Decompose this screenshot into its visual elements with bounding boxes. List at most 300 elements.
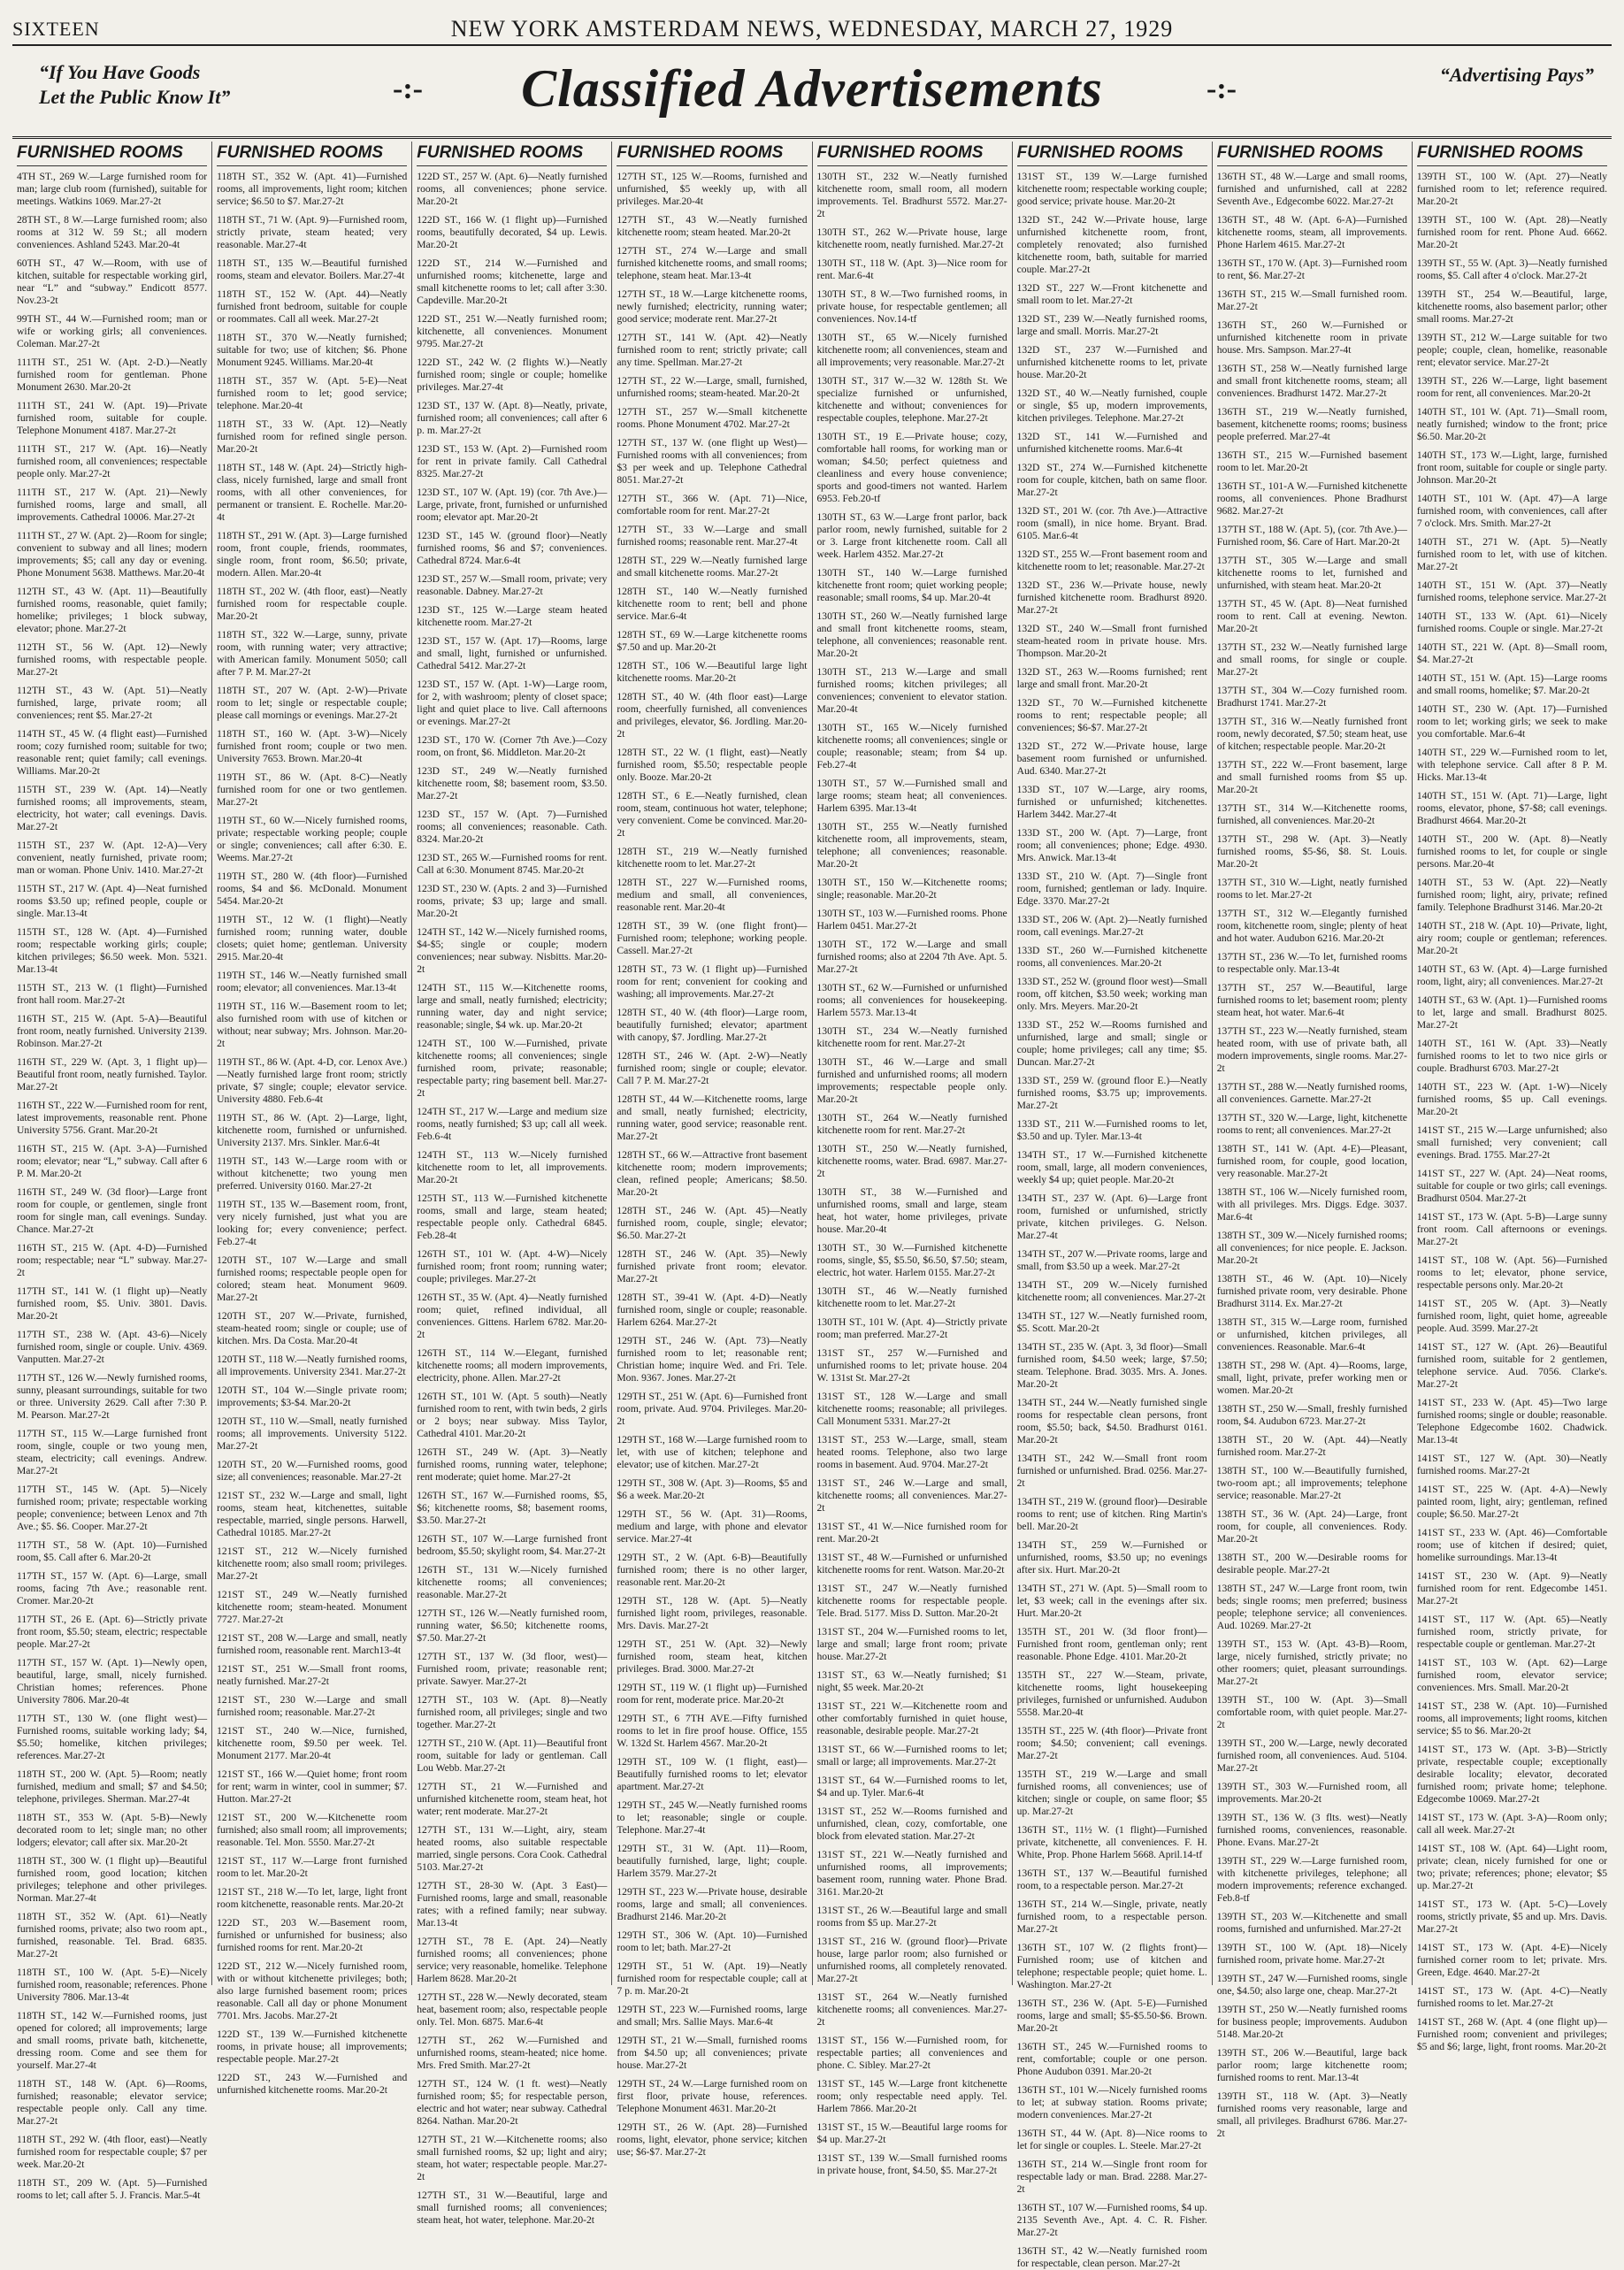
classified-ad: 136TH ST., 101-A W.—Furnished kitchenette rooms, all conveniences. Phone Bradhurst 9682. Mar.27-2t [1216,480,1407,517]
classified-ad: 138TH ST., 20 W. (Apt. 44)—Neatly furnished room. Mar.27-2t [1216,1434,1407,1458]
classified-ad: 118TH ST., 300 W. (1 flight up)—Beautiful furnished room, good location; kitchen privileges; telephone and other privileges. Norman. Mar.27-4t [17,1855,208,1904]
classified-ad: 127TH ST., 257 W.—Small kitchenette rooms. Phone Monument 4702. Mar.27-2t [617,406,808,430]
classified-ad: 115TH ST., 128 W. (Apt. 4)—Furnished room; respectable working girls; couple; kitchen privileges; $6.50 week. Mon. 5321. Mar.13-4t [17,926,208,975]
classified-ad: 130TH ST., 65 W.—Nicely furnished kitchenette room; all conveniences, steam and all improvements; very reasonable. Mar.27-2t [816,332,1007,368]
classified-ad: 137TH ST., 320 W.—Large, light, kitchenette rooms to rent; all conveniences. Mar.27-2t [1216,1112,1407,1136]
classified-ad: 134TH ST., 219 W. (ground floor)—Desirable rooms to rent; use of kitchen. Ring Martin's bell. Mar.20-2t [1016,1496,1207,1532]
column-heading: FURNISHED ROOMS [817,142,1007,166]
classified-ad: 128TH ST., 44 W.—Kitchenette rooms, large and small, neatly furnished; electricity, running water, good service; reasonable rent. Mar.27-2t [617,1093,808,1142]
ad-column [1212,142,1412,2139]
classified-ad: 139TH ST., 303 W.—Furnished room, all improvements. Mar.20-2t [1216,1781,1407,1805]
classified-ad: 129TH ST., 223 W.—Private house, desirable rooms, large and small; all conveniences. Bradhurst 2146. Mar.20-2t [617,1886,808,1922]
classified-ad: 136TH ST., 214 W.—Single, private, neatly furnished room, to a respectable person. Mar.27-2t [1016,1898,1207,1935]
classified-ad: 131ST ST., 63 W.—Neatly furnished; $1 night, $5 week. Mar.20-2t [816,1669,1007,1693]
classified-ad: 139TH ST., 212 W.—Large suitable for two people; couple, clean, homelike, reasonable rent; elevator service. Mar.27-2t [1416,332,1607,368]
classified-ad: 128TH ST., 219 W.—Neatly furnished kitchenette room to let. Mar.27-2t [617,846,808,870]
classified-ad: 118TH ST., 353 W. (Apt. 5-B)—Newly decorated room to let; single man; no other lodgers; elevator; call after six. Mar.20-2t [17,1812,208,1848]
classified-ad: 131ST ST., 15 W.—Beautiful large rooms for $4 up. Mar.27-2t [816,2121,1007,2145]
classified-ad: 117TH ST., 141 W. (1 flight up)—Neatly furnished room, $5. Univ. 3801. Davis. Mar.20-2t [17,1285,208,1322]
classified-ad: 131ST ST., 253 W.—Large, small, steam heated rooms. Telephone, also two large rooms in basement. Aud. 9704. Mar.27-2t [816,1434,1007,1470]
classified-ad: 120TH ST., 20 W.—Furnished rooms, good size; all conveniences; reasonable. Mar.27-2t [217,1459,408,1483]
ad-column [12,142,211,2201]
classified-ad: 139TH ST., 254 W.—Beautiful, large, kitchenette rooms, also basement parlor; other small rooms. Mar.27-2t [1416,288,1607,325]
classified-ad: 122D ST., 203 W.—Basement room, furnished or unfurnished for business; also furnished rooms for rent. Mar.20-2t [217,1917,408,1953]
classified-ad: 132D ST., 141 W.—Furnished and unfurnished kitchenette rooms. Mar.6-4t [1016,431,1207,455]
classified-ad: 122D ST., 212 W.—Nicely furnished room, with or without kitchenette privileges; both; also large furnished basement room; prices reasonable. Call all day or phone Monument 7701. Mrs. Jacobs. Mar.27-2t [217,1960,408,2021]
classified-ad: 129TH ST., 21 W.—Small, furnished rooms from $4.50 up; all conveniences; private house. Mar.27-2t [617,2035,808,2071]
classified-ad: 127TH ST., 28-30 W. (Apt. 3 East)—Furnished rooms, large and small, reasonable rates; with a refined family; near subway. Mar.13-4t [417,1880,608,1929]
classified-ad: 118TH ST., 291 W. (Apt. 3)—Large furnished room, front couple, friends, roommates, single room, front room, $6.50; private, modern. Allen. Mar.20-4t [217,530,408,579]
classified-ad: 138TH ST., 100 W.—Beautifully furnished, two-room apt.; all improvements; telephone service; reasonable. Mar.27-2t [1216,1465,1407,1501]
classified-ad: 123D ST., 157 W. (Apt. 17)—Rooms, large and small, light, furnished or unfurnished. Cathedral 5412. Mar.27-2t [417,635,608,671]
classified-ad: 141ST ST., 173 W. (Apt. 5-C)—Lovely rooms, strictly private, $5 and up. Mrs. Davis. Mar.27-2t [1416,1898,1607,1935]
section-title: Classified Advertisements [521,59,1103,118]
classified-ad: 136TH ST., 214 W.—Single front room for respectable lady or man. Brad. 2288. Mar.27-2t [1016,2159,1207,2195]
classified-ad: 118TH ST., 152 W. (Apt. 44)—Neatly furnished front bedroom, suitable for couple or roommates. Call all week. Mar.27-2t [217,288,408,325]
classified-ad: 116TH ST., 222 W.—Furnished room for rent, latest improvements, reasonable rent. Phone University 5756. Grant. Mar.20-2t [17,1100,208,1136]
classified-ad: 136TH ST., 48 W. (Apt. 6-A)—Furnished kitchenette rooms, steam, all improvements. Phone Harlem 4615. Mar.27-2t [1216,214,1407,250]
classified-ad: 133D ST., 260 W.—Furnished kitchenette rooms, all conveniences. Mar.20-2t [1016,945,1207,969]
classified-ad: 132D ST., 263 W.—Rooms furnished; rent large and small front. Mar.20-2t [1016,666,1207,690]
classified-ad: 132D ST., 201 W. (cor. 7th Ave.)—Attractive room (small), in nice home. Bryant. Brad. 6105. Mar.6-4t [1016,505,1207,541]
classified-ad: 140TH ST., 101 W. (Apt. 47)—A large furnished room, with conveniences, call after 7 o'clock. Mrs. Smith. Mar.27-2t [1416,493,1607,529]
classified-ad: 141ST ST., 108 W. (Apt. 64)—Light room, private; clean, nicely furnished for one or two; private; references; phone; elevator; $5 up. Mar.27-2t [1416,1843,1607,1891]
classified-ad: 141ST ST., 233 W. (Apt. 46)—Comfortable room; use of kitchen if desired; quiet, homelike surroundings. Mar.13-4t [1416,1527,1607,1563]
ad-column [411,142,611,2226]
classified-ad: 122D ST., 166 W. (1 flight up)—Furnished rooms, beautifully decorated, $4 up. Lewis. Mar.20-2t [417,214,608,250]
classified-ad: 120TH ST., 207 W.—Private, furnished, steam-heated room; single or couple; use of kitchen. Mrs. Da Costa. Mar.20-4t [217,1310,408,1346]
classified-ad: 118TH ST., 148 W. (Apt. 6)—Rooms, furnished; reasonable; elevator service; respectable people only. Call any time. Mar.27-2t [17,2078,208,2127]
classified-ad: 122D ST., 243 W.—Furnished and unfurnished kitchenette rooms. Mar.20-2t [217,2072,408,2096]
classified-ad: 119TH ST., 146 W.—Neatly furnished small room; elevator; all conveniences. Mar.13-4t [217,970,408,993]
classified-ad: 139TH ST., 55 W. (Apt. 3)—Neatly furnished rooms, $5. Call after 4 o'clock. Mar.27-2t [1416,257,1607,281]
classified-ad: 131ST ST., 247 W.—Neatly furnished kitchenette rooms for respectable people. Tele. Brad. 5177. Miss D. Sutton. Mar.20-2t [816,1583,1007,1619]
classified-ad: 137TH ST., 312 W.—Elegantly furnished room, kitchenette room, single; plenty of heat and hot water. Audubon 6216. Mar.20-2t [1216,908,1407,944]
classified-ad: 140TH ST., 221 W. (Apt. 8)—Small room, $4. Mar.27-2t [1416,641,1607,665]
classified-ad: 123D ST., 137 W. (Apt. 8)—Neatly, private, furnished room; all conveniences; call after 6 p. m. Mar.27-2t [417,400,608,436]
classified-ad: 132D ST., 227 W.—Front kitchenette and small room to let. Mar.27-2t [1016,282,1207,306]
classified-ad: 132D ST., 239 W.—Neatly furnished rooms, large and small. Morris. Mar.27-2t [1016,313,1207,337]
classified-ad: 137TH ST., 304 W.—Cozy furnished room. Bradhurst 1741. Mar.27-2t [1216,685,1407,709]
classified-ad: 131ST ST., 145 W.—Large front kitchenette room; only respectable need apply. Tel. Harlem 7866. Mar.20-2t [816,2078,1007,2114]
ad-column [611,142,811,2158]
ad-column [1412,142,1612,2052]
classified-ad: 129TH ST., 2 W. (Apt. 6-B)—Beautifully furnished room; there is no other larger, reasonable rent. Mar.20-2t [617,1552,808,1588]
classified-ad: 134TH ST., 271 W. (Apt. 5)—Small room to let, $3 week; call in the evenings after six. Hurt. Mar.20-2t [1016,1583,1207,1619]
classified-ad: 136TH ST., 42 W.—Neatly furnished room for respectable, clean person. Mar.27-2t [1016,2245,1207,2269]
classified-ad: 132D ST., 237 W.—Furnished and unfurnished kitchenette rooms to let, private house. Mar.20-2t [1016,344,1207,380]
classified-ad: 134TH ST., 237 W. (Apt. 6)—Large front room, furnished or unfurnished, strictly private, kitchen privileges. G. Nelson. Mar.27-4t [1016,1193,1207,1241]
ornament-right: -:- [1207,73,1237,105]
classified-ad: 119TH ST., 280 W. (4th floor)—Furnished rooms, $4 and $6. McDonald. Monument 5454. Mar.20-2t [217,870,408,907]
classified-ad: 137TH ST., 236 W.—To let, furnished rooms to respectable only. Mar.13-4t [1216,951,1407,975]
classified-ad: 124TH ST., 113 W.—Nicely furnished kitchenette room to let, all improvements. Mar.20-2t [417,1149,608,1185]
classified-ad: 118TH ST., 202 W. (4th floor, east)—Neatly furnished room for respectable couple. Mar.20-2t [217,586,408,622]
classified-ad: 117TH ST., 238 W. (Apt. 43-6)—Nicely furnished room, single or couple. Univ. 4369. Vanputten. Mar.27-2t [17,1329,208,1365]
classified-ad: 135TH ST., 201 W. (3d floor front)—Furnished front room, gentleman only; rent reasonable. Phone Edge. 4101. Mar.20-2t [1016,1626,1207,1662]
classified-ad: 123D ST., 170 W. (Corner 7th Ave.)—Cozy room, on front, $6. Middleton. Mar.20-2t [417,734,608,758]
classified-ad: 134TH ST., 209 W.—Nicely furnished kitchenette room; all conveniences. Mar.27-2t [1016,1279,1207,1303]
classified-ad: 134TH ST., 244 W.—Neatly furnished single rooms for respectable clean persons, front room, $5.50; back, $4.50. Bradhurst 0161. Mar.20-2t [1016,1397,1207,1446]
classified-ad: 134TH ST., 259 W.—Furnished or unfurnished, rooms, $3.50 up; no evenings after six. Hurt. Mar.20-2t [1016,1539,1207,1576]
classified-ad: 136TH ST., 44 W. (Apt. 8)—Nice rooms to let for single or couples. L. Steele. Mar.27-2t [1016,2128,1207,2151]
classified-ad: 133D ST., 200 W. (Apt. 7)—Large, front room; all conveniences; phone; Edge. 4930. Mrs. Anwick. Mar.13-4t [1016,827,1207,863]
classified-ad: 123D ST., 157 W. (Apt. 7)—Furnished rooms; all conveniences; reasonable. Cath. 8324. Mar.20-2t [417,809,608,845]
classified-ad: 116TH ST., 215 W. (Apt. 4-D)—Furnished room; respectable; near “L” subway. Mar.27-2t [17,1242,208,1278]
classified-ad: 140TH ST., 151 W. (Apt. 71)—Large, light rooms, elevator, phone, $7-$8; call evenings. Bradhurst 4664. Mar.20-2t [1416,790,1607,826]
ad-columns [12,142,1612,2269]
classified-ad: 137TH ST., 45 W. (Apt. 8)—Neat furnished room to rent. Call at evening. Newton. Mar.20-2t [1216,598,1407,634]
classified-ad: 130TH ST., 250 W.—Neatly furnished, kitchenette rooms, water. Brad. 6987. Mar.27-2t [816,1143,1007,1179]
classified-ad: 128TH ST., 6 E.—Neatly furnished, clean room, steam, continuous hot water, telephone; very convenient. Come be convinced. Mar.20-2t [617,790,808,839]
classified-ad: 136TH ST., 215 W.—Small furnished room. Mar.27-2t [1216,288,1407,312]
classified-ad: 117TH ST., 26 E. (Apt. 6)—Strictly private front room, $5.50; steam, electric; respectable people. Mar.27-2t [17,1614,208,1650]
classified-ad: 129TH ST., 246 W. (Apt. 73)—Neatly furnished room to let; reasonable rent; Christian home; inquire Wed. and Fri. Tele. Mon. 9367. Jones. Mar.27-2t [617,1335,808,1384]
classified-ad: 132D ST., 236 W.—Private house, newly furnished kitchenette room. Bradhurst 8920. Mar.27-2t [1016,579,1207,616]
classified-ad: 60TH ST., 47 W.—Room, with use of kitchen, suitable for respectable working girl, near “L” and “subway.” Endicott 8577. Nov.23-2t [17,257,208,306]
classified-ad: 130TH ST., 38 W.—Furnished and unfurnished rooms, small and large, steam heat, hot water, home privileges, private house. Mar.20-4t [816,1186,1007,1235]
classified-ad: 121ST ST., 251 W.—Small front rooms, neatly furnished. Mar.27-2t [217,1663,408,1687]
classified-ad: 138TH ST., 46 W. (Apt. 10)—Nicely furnished private room, very desirable. Phone Bradhurst 3114. Ex. Mar.27-2t [1216,1273,1407,1309]
classified-ad: 139TH ST., 118 W. (Apt. 3)—Neatly furnished rooms very reasonable, large and small, all privileges. Bradhurst 6786. Mar.27-2t [1216,2090,1407,2139]
classified-ad: 123D ST., 125 W.—Large steam heated kitchenette room. Mar.27-2t [417,604,608,628]
classified-ad: 117TH ST., 157 W. (Apt. 1)—Newly open, beautiful, large, small, nicely furnished. Christian homes; references. Phone University 7806. Mar.20-4t [17,1657,208,1706]
classified-ad: 127TH ST., 228 W.—Newly decorated, steam heat, basement room; also, respectable people only. Tel. Mon. 6875. Mar.6-4t [417,1991,608,2028]
classified-ad: 128TH ST., 229 W.—Neatly furnished large and small kitchenette rooms. Mar.27-2t [617,555,808,579]
classified-ad: 134TH ST., 242 W.—Small front room furnished or unfurnished. Brad. 0256. Mar.27-2t [1016,1453,1207,1489]
classified-ad: 111TH ST., 217 W. (Apt. 16)—Neatly furnished room, all conveniences; respectable people only. Mar.27-2t [17,443,208,479]
classified-ad: 111TH ST., 251 W. (Apt. 2-D.)—Neatly furnished room for gentleman. Phone Monument 2630. Mar.20-2t [17,357,208,393]
classified-ad: 129TH ST., 26 W. (Apt. 28)—Furnished rooms, light, elevator, phone service; kitchen use; $6-$7. Mar.27-2t [617,2121,808,2158]
classified-ad: 127TH ST., 366 W. (Apt. 71)—Nice, comfortable room for rent. Mar.27-2t [617,493,808,517]
classified-ad: 131ST ST., 221 W.—Kitchenette room and other comfortably furnished in quiet house, reasonable, desirable people. Mar.27-2t [816,1700,1007,1737]
classified-ad: 132D ST., 274 W.—Furnished kitchenette room for couple, kitchen, bath on same floor. Mar.27-2t [1016,462,1207,498]
classified-ad: 120TH ST., 104 W.—Single private room; improvements; $3-$4. Mar.20-2t [217,1384,408,1408]
classified-ad: 127TH ST., 103 W. (Apt. 8)—Neatly furnished room, all privileges; single and two together. Mar.27-2t [417,1694,608,1730]
classified-ad: 127TH ST., 22 W.—Large, small, furnished, unfurnished rooms; steam-heated. Mar.20-2t [617,375,808,399]
classified-ad: 129TH ST., 223 W.—Furnished rooms, large and small; Mrs. Sallie Mays. Mar.6-4t [617,2004,808,2028]
classified-ad: 137TH ST., 223 W.—Neatly furnished, steam heated room, with use of private bath, all modern improvements, single rooms. Mar.27-2t [1216,1025,1407,1074]
classified-ad: 121ST ST., 232 W.—Large and small, light rooms, steam heat, kitchenettes, suitable respectable, married, single persons. Harwell, Cathedral 10185. Mar.27-2t [217,1490,408,1538]
classified-ad: 136TH ST., 215 W.—Furnished basement room to let. Mar.20-2t [1216,449,1407,473]
classified-ad: 140TH ST., 151 W. (Apt. 15)—Large rooms and small rooms, homelike; $7. Mar.20-2t [1416,672,1607,696]
classified-ad: 118TH ST., 148 W. (Apt. 24)—Strictly high-class, nicely furnished, large and small front rooms, with all other conveniences, for permanent or transient. E. Rochelle. Mar.20-4t [217,462,408,523]
classified-ad: 99TH ST., 44 W.—Furnished room; man or wife or working girls; all conveniences. Coleman. Mar.27-2t [17,313,208,349]
classified-ad: 118TH ST., 292 W. (4th floor, east)—Neatly furnished room for respectable couple; $7 per week. Mar.20-2t [17,2134,208,2170]
classified-ad: 124TH ST., 100 W.—Furnished, private kitchenette rooms; all conveniences; single furnished room, private; reasonable; respectable party; ring basement bell. Mar.27-2t [417,1038,608,1099]
classified-ad: 141ST ST., 108 W. (Apt. 56)—Furnished rooms to let; elevator, phone service, respectable persons only. Mar.20-2t [1416,1254,1607,1291]
classified-ad: 130TH ST., 255 W.—Neatly furnished kitchenette room, all improvements, steam, telephone; all conveniences; reasonable. Mar.20-2t [816,821,1007,870]
classified-ad: 131ST ST., 26 W.—Beautiful large and small rooms from $5 up. Mar.27-2t [816,1905,1007,1929]
classified-ad: 119TH ST., 60 W.—Nicely furnished rooms, private; respectable working people; couple or single; conveniences; call after 6:30. E. Weems. Mar.27-2t [217,815,408,863]
classified-ad: 123D ST., 257 W.—Small room, private; very reasonable. Dabney. Mar.27-2t [417,573,608,597]
classified-ad: 124TH ST., 142 W.—Nicely furnished rooms, $4-$5; single or couple; modern conveniences; near subway. Nisbitts. Mar.20-2t [417,926,608,975]
classified-ad: 126TH ST., 114 W.—Elegant, furnished kitchenette rooms; all modern improvements, electricity, phone. Allen. Mar.27-2t [417,1347,608,1384]
classified-ad: 121ST ST., 200 W.—Kitchenette room furnished; also small room; all improvements; reasonable. Tel. Mon. 5550. Mar.27-2t [217,1812,408,1848]
classified-ad: 118TH ST., 357 W. (Apt. 5-E)—Neat furnished room to let; good service; telephone. Mar.20-4t [217,375,408,411]
classified-ad: 138TH ST., 200 W.—Desirable rooms for desirable people. Mar.27-2t [1216,1552,1407,1576]
classified-ad: 140TH ST., 230 W. (Apt. 17)—Furnished room to let; working girls; we seek to make you comfortable. Mar.6-4t [1416,703,1607,740]
classified-ad: 136TH ST., 258 W.—Neatly furnished large and small front kitchenette rooms, steam; all conveniences. Bradhurst 1472. Mar.27-2t [1216,363,1407,399]
classified-ad: 130TH ST., 317 W.—32 W. 128th St. We specialize furnished or unfurnished, kitchenette and without; conveniences for respectable couples, telephone. Mar.27-2t [816,375,1007,424]
classified-ad: 140TH ST., 151 W. (Apt. 37)—Neatly furnished rooms, telephone service. Mar.27-2t [1416,579,1607,603]
classified-ad: 132D ST., 242 W.—Private house, large unfurnished kitchenette room, front, completely renovated; also furnished kitchenette room, bath, suitable for married couple. Mar.27-2t [1016,214,1207,275]
classified-ad: 140TH ST., 200 W. (Apt. 8)—Neatly furnished rooms to let, for couple or single persons. Mar.20-4t [1416,833,1607,870]
classified-ad: 132D ST., 240 W.—Small front furnished steam-heated room in private house. Mrs. Thompson. Mar.20-2t [1016,623,1207,659]
classified-ad: 139TH ST., 200 W.—Large, newly decorated furnished room, all conveniences. Aud. 5104. Mar.27-2t [1216,1737,1407,1774]
classified-ad: 129TH ST., 168 W.—Large furnished room to let, with use of kitchen; telephone and elevator; use of kitchen. Mar.27-2t [617,1434,808,1470]
classified-ad: 135TH ST., 219 W.—Large and small furnished rooms, all conveniences; use of kitchen; single or couple, on same floor; $5 up. Mar.27-2t [1016,1768,1207,1817]
classified-ad: 140TH ST., 53 W. (Apt. 22)—Neatly furnished room; light, airy, private; refined family. Telephone Bradhurst 3146. Mar.20-2t [1416,877,1607,913]
classified-ad: 134TH ST., 235 W. (Apt. 3, 3d floor)—Small furnished room, $4.50 week; large, $7.50; steam. Telephone. Brad. 3035. Mrs. A. Jones. Mar.20-2t [1016,1341,1207,1390]
classified-ad: 139TH ST., 100 W. (Apt. 28)—Neatly furnished room for rent. Phone Aud. 6662. Mar.20-2t [1416,214,1607,250]
classified-ad: 130TH ST., 262 W.—Private house, large kitchenette room, neatly furnished. Mar.27-2t [816,226,1007,250]
ad-column [812,142,1012,2176]
classified-ad: 138TH ST., 309 W.—Nicely furnished rooms; all conveniences; for nice people. E. Jackson. Mar.20-2t [1216,1230,1407,1266]
classified-ad: 137TH ST., 257 W.—Beautiful, large furnished rooms to let; basement room; plenty steam heat, hot water. Mar.6-4t [1216,982,1407,1018]
ad-column [1012,142,1212,2269]
classified-ad: 118TH ST., 352 W. (Apt. 61)—Neatly furnished rooms, private; also two room apt., furnished, reasonable. Tel. Brad. 6835. Mar.27-2t [17,1911,208,1959]
classified-ad: 130TH ST., 150 W.—Kitchenette rooms; single; reasonable. Mar.20-2t [816,877,1007,901]
classified-ad: 131ST ST., 66 W.—Furnished rooms to let; small or large; all improvements. Mar.27-2t [816,1744,1007,1768]
classified-ad: 130TH ST., 46 W.—Neatly furnished kitchenette room to let. Mar.27-2t [816,1285,1007,1309]
ad-column [211,142,411,2096]
classified-ad: 128TH ST., 39-41 W. (Apt. 4-D)—Neatly furnished room, single or couple; reasonable. Harlem 6264. Mar.27-2t [617,1292,808,1328]
classified-ad: 133D ST., 206 W. (Apt. 2)—Neatly furnished room, call evenings. Mar.27-2t [1016,914,1207,938]
classified-ad: 115TH ST., 213 W. (1 flight)—Furnished front hall room. Mar.27-2t [17,982,208,1006]
classified-banner [12,51,1612,139]
classified-ad: 122D ST., 242 W. (2 flights W.)—Neatly furnished room; single or couple; homelike privileges. Mar.27-4t [417,357,608,393]
classified-ad: 134TH ST., 207 W.—Private rooms, large and small, from $3.50 up a week. Mar.27-2t [1016,1248,1207,1272]
classified-ad: 130TH ST., 63 W.—Large front parlor, back parlor room, newly furnished, suitable for 2 or 3. Large front kitchenette room. Call all week. Harlem 4352. Mar.27-2t [816,511,1007,560]
classified-ad: 134TH ST., 127 W.—Neatly furnished room, $5. Scott. Mar.20-2t [1016,1310,1207,1334]
classified-ad: 130TH ST., 213 W.—Large and small furnished rooms; kitchen privileges; all conveniences; convenient to elevator station. Mar.20-4t [816,666,1007,715]
classified-ad: 126TH ST., 249 W. (Apt. 3)—Neatly furnished rooms, running water, telephone; rent moderate; quiet home. Mar.27-2t [417,1446,608,1483]
running-head [12,12,1612,46]
classified-ad: 139TH ST., 153 W. (Apt. 43-B)—Room, large, nicely furnished, strictly private; no other roomers; quiet, pleasant surroundings. Mar.27-2t [1216,1638,1407,1687]
classified-ad: 120TH ST., 110 W.—Small, neatly furnished rooms; all improvements. University 5122. Mar.27-2t [217,1415,408,1452]
classified-ad: 130TH ST., 62 W.—Furnished or unfurnished rooms; all conveniences for housekeeping. Harlem 5573. Mar.13-4t [816,982,1007,1018]
classified-ad: 129TH ST., 119 W. (1 flight up)—Furnished room for rent, moderate price. Mar.20-2t [617,1682,808,1706]
classified-ad: 141ST ST., 127 W. (Apt. 26)—Beautiful furnished room, suitable for 2 gentlemen, telephone service. Aud. 7056. Clarke's. Mar.27-2t [1416,1341,1607,1390]
classified-ad: 130TH ST., 8 W.—Two furnished rooms, in private house, for respectable gentlemen; all conveniences. Nov.14-tf [816,288,1007,325]
classified-ad: 137TH ST., 310 W.—Light, neatly furnished rooms to let. Mar.27-2t [1216,877,1407,901]
ornament-left: -:- [393,73,423,105]
classified-ad: 112TH ST., 56 W. (Apt. 12)—Newly furnished rooms, with respectable people. Mar.27-2t [17,641,208,678]
classified-ad: 137TH ST., 188 W. (Apt. 5), (cor. 7th Ave.)—Furnished room, $6. Care of Hart. Mar.20-2t [1216,524,1407,548]
classified-ad: 141ST ST., 173 W. (Apt. 5-B)—Large sunny front room. Call afternoons or evenings. Mar.27-2t [1416,1211,1607,1247]
classified-ad: 139TH ST., 100 W. (Apt. 27)—Neatly furnished room to let; reference required. Mar.20-2t [1416,171,1607,207]
classified-ad: 121ST ST., 249 W.—Neatly furnished kitchenette room; steam-heated. Monument 7727. Mar.27-2t [217,1589,408,1625]
slogan-right: “Advertising Pays” [1439,64,1594,86]
classified-ad: 135TH ST., 227 W.—Steam, private, kitchenette rooms, light housekeeping privileges, furnished or unfurnished. Audubon 5558. Mar.20-4t [1016,1669,1207,1718]
classified-ad: 130TH ST., 103 W.—Furnished rooms. Phone Harlem 0451. Mar.27-2t [816,908,1007,932]
classified-ad: 118TH ST., 370 W.—Neatly furnished; suitable for two; use of kitchen; $6. Phone Monument 9245. Williams. Mar.20-4t [217,332,408,368]
classified-ad: 141ST ST., 215 W.—Large unfurnished; also small furnished; very convenient; call evenings. Brad. 1755. Mar.27-2t [1416,1124,1607,1161]
classified-ad: 138TH ST., 250 W.—Small, freshly furnished room, $4. Audubon 6723. Mar.27-2t [1216,1403,1407,1427]
classified-ad: 133D ST., 210 W. (Apt. 7)—Single front room, furnished; gentleman or lady. Inquire. Edge. 3370. Mar.27-2t [1016,870,1207,907]
classified-ad: 127TH ST., 210 W. (Apt. 11)—Beautiful front room, suitable for lady or gentleman. Call Lou Webb. Mar.27-2t [417,1737,608,1774]
classified-ad: 131ST ST., 221 W.—Neatly furnished and unfurnished rooms, all improvements; basement room, running water. Phone Brad. 3161. Mar.20-2t [816,1849,1007,1898]
classified-ad: 128TH ST., 227 W.—Furnished rooms, medium and small, all conveniences, reasonable rent. Mar.20-4t [617,877,808,913]
classified-ad: 137TH ST., 316 W.—Neatly furnished front room, newly decorated, $7.50; steam heat, use of kitchen; respectable people. Mar.20-2t [1216,716,1407,752]
classified-ad: 131ST ST., 264 W.—Neatly furnished kitchenette rooms; all conveniences. Mar.27-2t [816,1991,1007,2028]
classified-ad: 137TH ST., 298 W. (Apt. 3)—Neatly furnished rooms, $5-$6, $8. St. Louis. Mar.20-2t [1216,833,1407,870]
classified-ad: 121ST ST., 212 W.—Nicely furnished kitchenette room; also small room; privileges. Mar.27-2t [217,1545,408,1582]
classified-ad: 136TH ST., 107 W. (2 flights front)—Furnished room; use of kitchen and telephone; respectable people; quiet home. L. Washington. Mar.27-2t [1016,1942,1207,1990]
classified-ad: 140TH ST., 63 W. (Apt. 1)—Furnished rooms to let, large and small. Bradhurst 8025. Mar.27-2t [1416,994,1607,1031]
classified-ad: 126TH ST., 101 W. (Apt. 5 south)—Neatly furnished room to rent, with twin beds, 2 girls or 2 boys; near subway. Miss Taylor, Cathedral 4101. Mar.20-2t [417,1391,608,1439]
classified-ad: 141ST ST., 238 W. (Apt. 10)—Furnished rooms, all improvements; light rooms, kitchen service; $5 to $6. Mar.20-2t [1416,1700,1607,1737]
classified-ad: 120TH ST., 118 W.—Neatly furnished rooms, all improvements. University 2341. Mar.27-2t [217,1354,408,1377]
classified-ad: 127TH ST., 31 W.—Beautiful, large and small furnished rooms; all conveniences; steam heat, hot water, telephone. Mar.20-2t [417,2189,608,2226]
classified-ad: 127TH ST., 125 W.—Rooms, furnished and unfurnished, $5 weekly up, with all privileges. Mar.20-4t [617,171,808,207]
classified-ad: 117TH ST., 130 W. (one flight west)—Furnished rooms, suitable working lady; $4, $5.50; homelike, kitchen privileges; references. Mar.27-2t [17,1713,208,1761]
classified-ad: 123D ST., 249 W.—Neatly furnished kitchenette room, $8; basement room, $3.50. Mar.27-2t [417,765,608,801]
classified-ad: 121ST ST., 208 W.—Large and small, neatly furnished room, reasonable rent. March13-4t [217,1632,408,1656]
classified-ad: 131ST ST., 64 W.—Furnished rooms to let, $4 and up. Tyler. Mar.6-4t [816,1775,1007,1798]
classified-ad: 119TH ST., 12 W. (1 flight)—Neatly furnished room; running water, double closets; quiet home; gentleman. University 2915. Mar.20-4t [217,914,408,962]
paper-dateline: NEW YORK AMSTERDAM NEWS, WEDNESDAY, MARCH 27, 1929 [450,16,1174,42]
classified-ad: 116TH ST., 215 W. (Apt. 5-A)—Beautiful front room, neatly furnished. University 2139. Robinson. Mar.27-2t [17,1013,208,1049]
classified-ad: 139TH ST., 250 W.—Neatly furnished rooms for business people; improvements. Audubon 5148. Mar.20-2t [1216,2004,1407,2040]
classified-ad: 131ST ST., 139 W.—Large furnished kitchenette room; respectable working couple; good service; private house. Mar.20-2t [1016,171,1207,207]
column-heading: FURNISHED ROOMS [617,142,807,166]
classified-ad: 28TH ST., 8 W.—Large furnished room; also rooms at 312 W. 59 St.; all modern conveniences. Ashland 5243. Mar.20-4t [17,214,208,250]
classified-ad: 136TH ST., 170 W. (Apt. 3)—Furnished room to rent, $6. Mar.27-2t [1216,257,1407,281]
classified-ad: 130TH ST., 30 W.—Furnished kitchenette rooms, single, $5, $5.50, $6.50, $7.50; steam, electric, hot water. Harlem 0155. Mar.27-2t [816,1242,1007,1278]
column-heading: FURNISHED ROOMS [1417,142,1607,166]
classified-ad: 141ST ST., 227 W. (Apt. 24)—Neat rooms, suitable for couple or two girls; call evenings. Bradhurst 0504. Mar.27-2t [1416,1168,1607,1204]
classified-ad: 118TH ST., 142 W.—Furnished rooms, just opened for colored; all improvements; large and small rooms, private bath, kitchenette, dressing room. Come and see them for yourself. Mar.27-4t [17,2010,208,2071]
classified-ad: 114TH ST., 45 W. (4 flight east)—Furnished room; cozy furnished room; suitable for two; reasonable rent; quiet family; call evenings. Williams. Mar.20-2t [17,728,208,777]
classified-ad: 130TH ST., 232 W.—Neatly furnished kitchenette room, small room, all modern improvements. Tel. Bradhurst 5572. Mar.27-2t [816,171,1007,219]
classified-ad: 117TH ST., 115 W.—Large furnished front room, single, couple or two young men, steam, electricity; call evenings. Andrew. Mar.27-2t [17,1428,208,1476]
classified-ad: 4TH ST., 269 W.—Large furnished room for man; large club room (furnished), suitable for meetings. Watkins 1069. Mar.27-2t [17,171,208,207]
classified-ad: 130TH ST., 165 W.—Nicely furnished kitchenette rooms; all conveniences; single or couple; reasonable; steam; from $4 up. Feb.27-4t [816,722,1007,771]
classified-ad: 127TH ST., 274 W.—Large and small furnished kitchenette rooms, and small rooms; telephone, steam heat. Mar.13-4t [617,245,808,281]
classified-ad: 116TH ST., 249 W. (3d floor)—Large front room for couple, or gentlemen, single front room for single man, call evenings. Sunday. Chance. Mar.27-2t [17,1186,208,1235]
column-heading: FURNISHED ROOMS [1217,142,1407,166]
classified-ad: 128TH ST., 246 W. (Apt. 45)—Neatly furnished room, couple, single; elevator; $6.50. Mar.27-2t [617,1205,808,1241]
classified-ad: 136TH ST., 260 W.—Furnished or unfurnished kitchenette room in private house. Mrs. Sampson. Mar.27-4t [1216,319,1407,356]
classified-ad: 131ST ST., 48 W.—Furnished or unfurnished kitchenette rooms for rent. Watson. Mar.20-2t [816,1552,1007,1576]
classified-ad: 129TH ST., 31 W. (Apt. 11)—Room, beautifully furnished, large, light; couple. Harlem 3579. Mar.27-2t [617,1843,808,1879]
classified-ad: 134TH ST., 17 W.—Furnished kitchenette room, small, large, all modern conveniences, weekly $4 up; quiet people. Mar.20-2t [1016,1149,1207,1185]
classified-ad: 128TH ST., 246 W. (Apt. 35)—Newly furnished private front room; elevator. Mar.27-2t [617,1248,808,1285]
classified-ad: 122D ST., 251 W.—Neatly furnished room; kitchenette, all conveniences. Monument 9795. Mar.27-2t [417,313,608,349]
classified-ad: 136TH ST., 236 W. (Apt. 5-E)—Furnished rooms, large and small; $5-$5.50-$6. Brown. Mar.20-2t [1016,1998,1207,2034]
classified-ad: 132D ST., 70 W.—Furnished kitchenette rooms to rent; respectable people; all conveniences; $6-$7. Mar.27-2t [1016,697,1207,733]
classified-ad: 141ST ST., 233 W. (Apt. 45)—Two large furnished rooms; single or double; reasonable. Telephone Edgecombe 1602. Chadwick. Mar.13-4t [1416,1397,1607,1446]
classified-ad: 118TH ST., 209 W. (Apt. 5)—Furnished rooms to let; call after 5. J. Francis. Mar.5-4t [17,2177,208,2201]
classified-ad: 139TH ST., 226 W.—Large, light basement room for rent, all conveniences. Mar.20-2t [1416,375,1607,399]
classified-ad: 137TH ST., 288 W.—Neatly furnished rooms, all conveniences. Garnette. Mar.27-2t [1216,1081,1407,1105]
classified-ad: 130TH ST., 260 W.—Neatly furnished large and small front kitchenette rooms, steam, telephone, all conveniences; reasonable rent. Mar.20-2t [816,610,1007,659]
classified-ad: 139TH ST., 206 W.—Beautiful, large back parlor room; large kitchenette room; furnished rooms to rent. Mar.13-4t [1216,2047,1407,2083]
classified-ad: 130TH ST., 19 E.—Private house; cozy, comfortable hall rooms, for working man or woman; $4.50; perfect quietness and cleanliness and every house convenience; sports and good-timers not wanted. Harlem 6953. Feb.20-tf [816,431,1007,504]
classified-ad: 127TH ST., 43 W.—Neatly furnished kitchenette room; steam heated. Mar.20-2t [617,214,808,238]
classified-ad: 136TH ST., 219 W.—Neatly furnished, basement, kitchenette rooms; rooms; business people preferred. Mar.27-4t [1216,406,1407,442]
classified-ad: 140TH ST., 133 W. (Apt. 61)—Nicely furnished rooms. Couple or single. Mar.27-2t [1416,610,1607,634]
classified-ad: 137TH ST., 314 W.—Kitchenette rooms, furnished, all conveniences. Mar.20-2t [1216,802,1407,826]
classified-ad: 127TH ST., 124 W. (1 ft. west)—Neatly furnished room; $5; for respectable person, electric and hot water; near subway. Cathedral 8264. Nathan. Mar.20-2t [417,2078,608,2127]
classified-ad: 128TH ST., 106 W.—Beautiful large light kitchenette rooms. Mar.20-2t [617,660,808,684]
classified-ad: 119TH ST., 86 W. (Apt. 4-D, cor. Lenox Ave.)—Neatly furnished large front room; strictly private, $7 single; couple; elevator service. University 4880. Feb.6-4t [217,1056,408,1105]
classified-ad: 118TH ST., 71 W. (Apt. 9)—Furnished room, strictly private, steam heated; very reasonable. Mar.27-4t [217,214,408,250]
classified-ad: 127TH ST., 131 W.—Light, airy, steam heated rooms, also suitable respectable married, single persons. Cora Cook. Cathedral 5103. Mar.27-2t [417,1824,608,1873]
classified-ad: 126TH ST., 35 W. (Apt. 4)—Neatly furnished room; quiet, refined individual, all conveniences. Gittens. Harlem 6782. Mar.20-2t [417,1292,608,1340]
classified-ad: 141ST ST., 117 W. (Apt. 65)—Neatly furnished room, strictly private, for respectable couple or gentleman. Mar.27-2t [1416,1614,1607,1650]
classified-ad: 131ST ST., 41 W.—Nice furnished room for rent. Mar.20-2t [816,1521,1007,1545]
classified-ad: 139TH ST., 247 W.—Furnished rooms, single one, $4.50; also large one, cheap. Mar.27-2t [1216,1973,1407,1997]
classified-ad: 130TH ST., 172 W.—Large and small furnished rooms; also at 2204 7th Ave. Apt. 5. Mar.27-2t [816,939,1007,975]
classified-ad: 133D ST., 211 W.—Furnished rooms to let, $3.50 and up. Tyler. Mar.13-4t [1016,1118,1207,1142]
classified-ad: 127TH ST., 262 W.—Furnished and unfurnished rooms, steam-heated; nice home. Mrs. Fred Smith. Mar.27-2t [417,2035,608,2071]
classified-ad: 123D ST., 265 W.—Furnished rooms for rent. Call at 6:30. Monument 8745. Mar.20-2t [417,852,608,876]
classified-ad: 129TH ST., 51 W. (Apt. 19)—Neatly furnished room for respectable couple; call at 7 p. m. Mar.20-2t [617,1960,808,1997]
classified-ad: 119TH ST., 86 W. (Apt. 2)—Large, light, kitchenette room, furnished or unfurnished. University 2137. Mrs. Sinkler. Mar.6-4t [217,1112,408,1148]
classified-ad: 127TH ST., 21 W.—Kitchenette rooms; also small furnished rooms, $2 up; light and airy; steam, hot water; respectable people. Mar.27-2t [417,2134,608,2182]
classified-ad: 128TH ST., 73 W. (1 flight up)—Furnished room for rent; convenient for cooking and washing; all improvements. Mar.27-2t [617,963,808,1000]
classified-ad: 123D ST., 157 W. (Apt. 1-W)—Large room, for 2, with washroom; plenty of closet space; light and quiet place to live. Call afternoons or evenings. Mar.27-2t [417,679,608,727]
classified-ad: 123D ST., 107 W. (Apt. 19) (cor. 7th Ave.)—Large, private, front, furnished or unfurnished room; elevator apt. Mar.20-2t [417,487,608,523]
classified-ad: 127TH ST., 18 W.—Large kitchenette rooms, newly furnished; electricity, running water; good service; moderate rent. Mar.27-2t [617,288,808,325]
classified-ad: 136TH ST., 48 W.—Large and small rooms, furnished and unfurnished, call at 2282 Seventh Ave., Edgecombe 6022. Mar.27-2t [1216,171,1407,207]
classified-ad: 118TH ST., 352 W. (Apt. 41)—Furnished rooms, all improvements, light room; kitchen service; $6.50 to $7. Mar.27-2t [217,171,408,207]
classified-ad: 128TH ST., 39 W. (one flight front)—Furnished room; telephone; working people. Cassell. Mar.27-2t [617,920,808,956]
classified-ad: 122D ST., 139 W.—Furnished kitchenette rooms, in private house; all improvements; respectable people. Mar.27-2t [217,2028,408,2065]
classified-ad: 119TH ST., 143 W.—Large room with or without kitchenette; two young men preferred. University 0160. Mar.27-2t [217,1155,408,1192]
column-heading: FURNISHED ROOMS [417,142,607,166]
classified-ad: 141ST ST., 173 W. (Apt. 4-E)—Nicely furnished corner room to let; private. Mrs. Green, Edge. 4640. Mar.27-2t [1416,1942,1607,1978]
classified-ad: 131ST ST., 257 W.—Furnished and unfurnished rooms to let; private house. 204 W. 131st St. Mar.27-2t [816,1347,1007,1384]
classified-ad: 129TH ST., 245 W.—Neatly furnished rooms to let; reasonable; single or couple. Telephone. Mar.27-4t [617,1799,808,1836]
classified-ad: 141ST ST., 127 W. (Apt. 30)—Neatly furnished rooms. Mar.27-2t [1416,1453,1607,1476]
classified-ad: 141ST ST., 103 W. (Apt. 62)—Large furnished room, elevator service; conveniences. Mrs. Small. Mar.20-2t [1416,1657,1607,1693]
classified-ad: 128TH ST., 69 W.—Large kitchenette rooms $7.50 and up. Mar.20-2t [617,629,808,653]
classified-ad: 129TH ST., 251 W. (Apt. 32)—Newly furnished room, steam heat, kitchen privileges. Brad. 3000. Mar.27-2t [617,1638,808,1675]
classified-ad: 126TH ST., 107 W.—Large furnished front bedroom, $5.50; skylight room, $4. Mar.27-2t [417,1533,608,1557]
classified-ad: 115TH ST., 237 W. (Apt. 12-A)—Very convenient, neatly furnished, private room; man or woman. Phone Univ. 1410. Mar.27-2t [17,840,208,876]
classified-ad: 130TH ST., 234 W.—Neatly furnished kitchenette room for rent. Mar.27-2t [816,1025,1007,1049]
classified-ad: 141ST ST., 230 W. (Apt. 9)—Neatly furnished room for rent. Edgecombe 1451. Mar.27-2t [1416,1570,1607,1607]
classified-ad: 138TH ST., 315 W.—Large room, furnished or unfurnished, kitchen privileges, all conveniences. Reasonable. Mar.6-4t [1216,1316,1407,1353]
classified-ad: 118TH ST., 135 W.—Beautiful furnished rooms, steam and elevator. Boilers. Mar.27-4t [217,257,408,281]
classified-ad: 139TH ST., 100 W. (Apt. 3)—Small comfortable room, with quiet people. Mar.27-2t [1216,1694,1407,1730]
classified-ad: 126TH ST., 101 W. (Apt. 4-W)—Nicely furnished room; front room; running water; couple; privileges. Mar.27-2t [417,1248,608,1285]
classified-ad: 119TH ST., 116 W.—Basement room to let; also furnished room with use of kitchen or without; near subway; Mrs. Johnson. Mar.20-2t [217,1001,408,1049]
classified-ad: 130TH ST., 46 W.—Large and small furnished and unfurnished rooms; all modern improvements; respectable people only. Mar.20-2t [816,1056,1007,1105]
classified-ad: 121ST ST., 166 W.—Quiet home; front room for rent; warm in winter, cool in summer; $7. Hutton. Mar.27-2t [217,1768,408,1805]
classified-ad: 141ST ST., 225 W. (Apt. 4-A)—Newly painted room, light, airy; gentleman, refined couple; $6.50. Mar.27-2t [1416,1484,1607,1520]
classified-ad: 120TH ST., 107 W.—Large and small furnished rooms; respectable people open for colored; steam heat. Monument 9609. Mar.27-2t [217,1254,408,1303]
page-number: SIXTEEN [12,18,100,40]
classified-ad: 129TH ST., 251 W. (Apt. 6)—Furnished front room, private. Aud. 9704. Privileges. Mar.20-2t [617,1391,808,1427]
classified-ad: 129TH ST., 56 W. (Apt. 31)—Rooms, medium and large, with phone and elevator service. Mar.27-4t [617,1508,808,1545]
classified-ad: 118TH ST., 322 W.—Large, sunny, private room, with running water; very attractive; with American family. Monument 5050; call after 7 P. M. Mar.27-2t [217,629,408,678]
classified-ad: 127TH ST., 78 E. (Apt. 24)—Neatly furnished rooms; all conveniences; phone service; very reasonable, homelike. Telephone Harlem 8628. Mar.20-2t [417,1936,608,1984]
classified-ad: 123D ST., 145 W. (ground floor)—Neatly furnished rooms, $6 and $7; conveniences. Cathedral 8724. Mar.6-4t [417,530,608,566]
classified-ad: 130TH ST., 264 W.—Neatly furnished kitchenette room for rent. Mar.27-2t [816,1112,1007,1136]
classified-ad: 111TH ST., 241 W. (Apt. 19)—Private furnished room, suitable for couple. Telephone Monument 4187. Mar.27-2t [17,400,208,436]
classified-ad: 128TH ST., 246 W. (Apt. 2-W)—Neatly furnished room; single or couple; elevator. Call 7 P. M. Mar.27-2t [617,1050,808,1086]
classified-ad: 123D ST., 153 W. (Apt. 2)—Furnished room for rent in private family. Call Cathedral 8325. Mar.27-2t [417,443,608,479]
classified-ad: 127TH ST., 126 W.—Neatly furnished room, running water, $6.50; kitchenette rooms, $7.50. Mar.27-2t [417,1607,608,1644]
slogan-left-line-1: “If You Have Goods [39,61,201,83]
classified-ad: 112TH ST., 43 W. (Apt. 11)—Beautifully furnished rooms, reasonable, quiet family; homelike; privileges; 1 block subway, elevator; phone. Mar.27-2t [17,586,208,634]
classified-ad: 127TH ST., 137 W. (one flight up West)—Furnished rooms with all conveniences; from $3 per week and up. Telephone Cathedral 8051. Mar.27-2t [617,437,808,486]
